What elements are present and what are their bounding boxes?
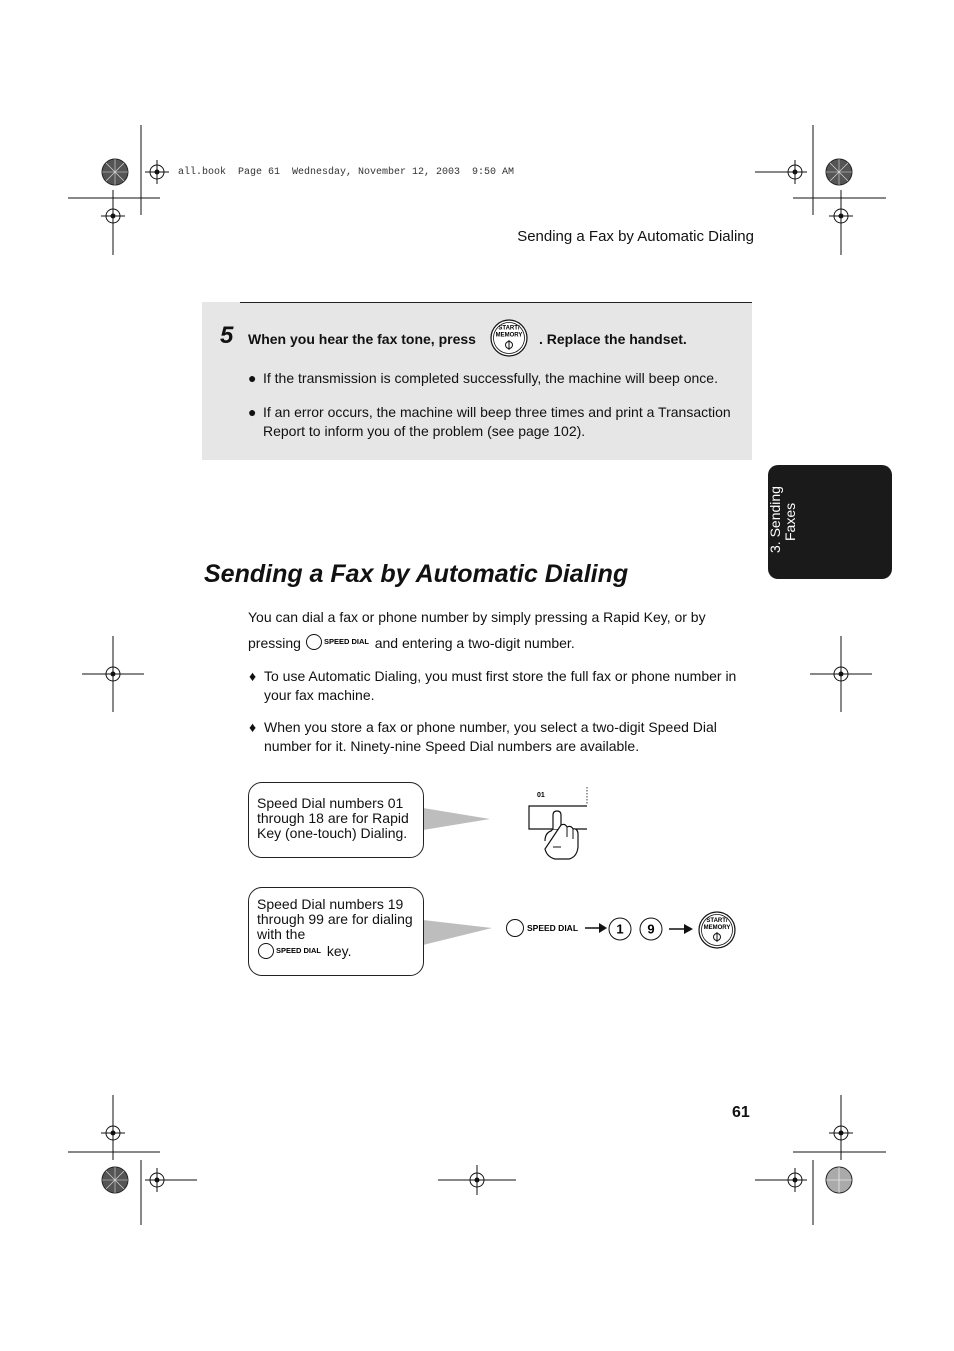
diamond-bullet-icon: ♦	[249, 668, 257, 684]
printer-info: all.book Page 61 Wednesday, November 12, 2003 9:50 AM	[178, 167, 515, 178]
section-bullet-1: ♦ To use Automatic Dialing, you must first store the full fax or phone number in your fax machine.	[249, 668, 737, 703]
svg-text:START/: START/	[706, 918, 728, 924]
step-rule	[240, 302, 752, 303]
callout-pointers	[415, 800, 505, 950]
chapter-tab-line1: 3. Sending	[767, 486, 783, 553]
sequence-speed-dial-label: SPEED DIAL	[527, 923, 579, 933]
digit-key-1: 1	[616, 921, 624, 937]
callout-rapid-key: Speed Dial numbers 01 through 18 are for Rapid Key (one-touch) Dialing.	[248, 782, 424, 858]
chapter-tab	[768, 465, 892, 579]
speed-dial-key-icon	[257, 942, 323, 960]
speed-dial-sequence	[503, 910, 743, 952]
intro-line-2: pressing SPEED DIAL and entering a two-digit number.	[248, 635, 575, 651]
section-bullet-2: ♦ When you store a fax or phone number, you select a two-digit Speed Dial number for it. Ninety-nine Speed Dial numbers are available.	[249, 719, 717, 754]
chapter-tab-line2: Faxes	[782, 502, 798, 541]
page-number: 61	[732, 1104, 750, 1121]
speed-dial-key-icon	[305, 633, 371, 651]
step-number: 5	[220, 322, 234, 349]
intro-line-1: You can dial a fax or phone number by simply pressing a Rapid Key, or by	[248, 609, 706, 625]
step-bullet-1: ● If the transmission is completed successfully, the machine will beep once.	[248, 370, 718, 386]
svg-text:SPEED DIAL: SPEED DIAL	[276, 946, 322, 955]
section-title: Sending a Fax by Automatic Dialing	[204, 560, 629, 588]
step-instruction-end: . Replace the handset.	[539, 331, 687, 347]
callout-speed-dial: Speed Dial numbers 19 through 99 are for dialing with the SPEED DIAL key.	[248, 887, 424, 976]
speed-dial-key-label: SPEED DIAL	[323, 637, 369, 646]
running-head: Sending a Fax by Automatic Dialing	[517, 228, 754, 245]
bullet-dot-icon: ●	[248, 370, 257, 386]
step-bullet-2: ● If an error occurs, the machine will beep three times and print a Transaction Report to inform you of the problem (see page 102).	[248, 404, 731, 439]
diamond-bullet-icon: ♦	[249, 719, 257, 735]
svg-text:MEMORY: MEMORY	[703, 925, 731, 931]
digit-key-9: 9	[647, 921, 655, 937]
rapid-key-illustration	[525, 785, 595, 865]
rapid-key-number: 01	[537, 792, 545, 799]
bullet-dot-icon: ●	[248, 404, 257, 420]
start-memory-key-icon	[489, 318, 529, 358]
key-start-label: START/	[498, 325, 520, 332]
key-memory-label: MEMORY	[495, 332, 523, 339]
step-instruction-start: When you hear the fax tone, press	[248, 331, 476, 347]
